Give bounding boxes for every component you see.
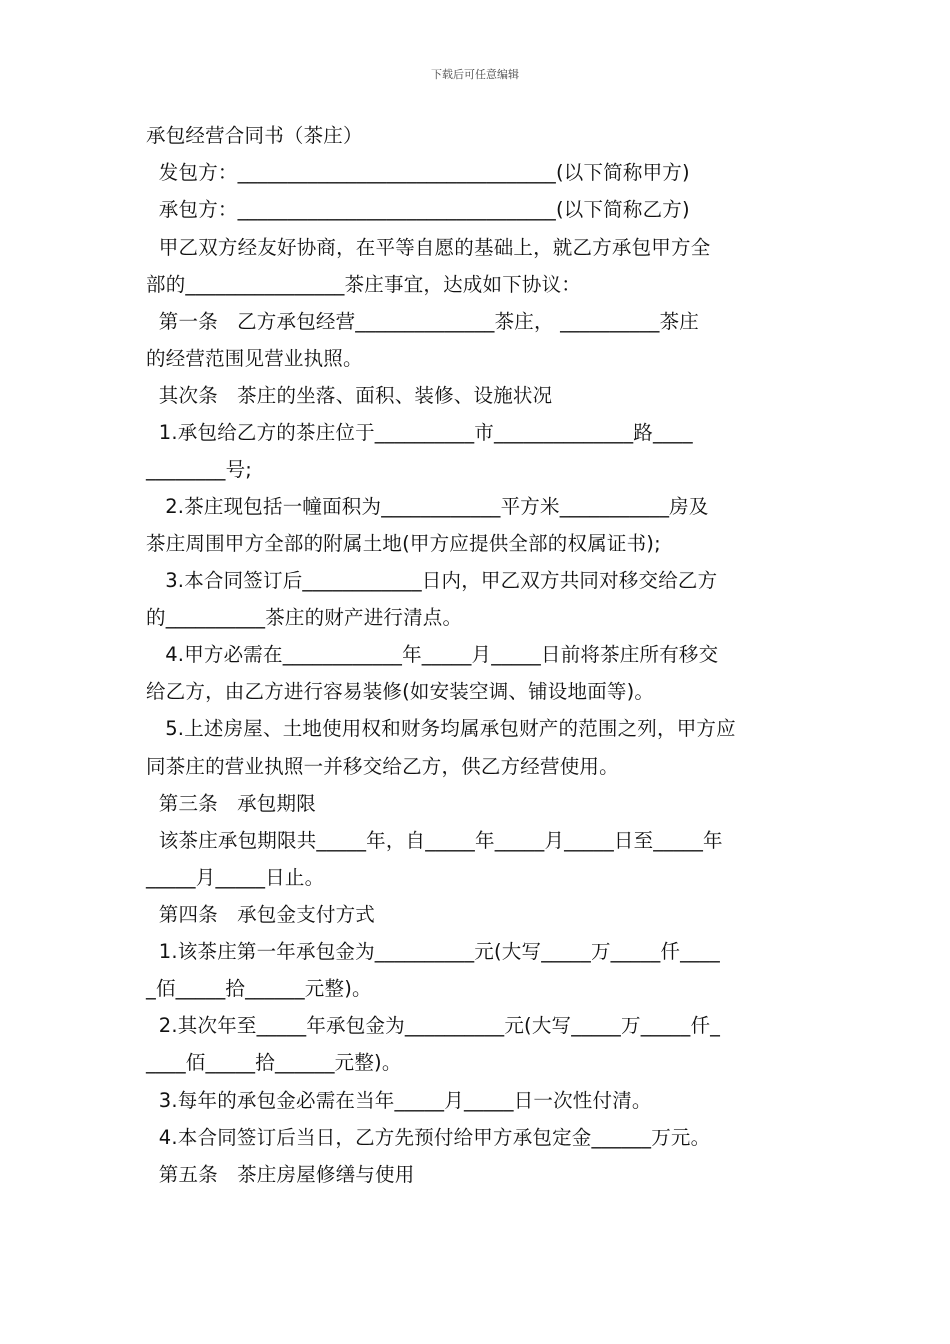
paragraph-line: 1.该茶庄第一年承包金为__________元(大写_____万_____仟____ xyxy=(146,940,720,963)
paragraph-line: 第一条 乙方承包经营______________茶庄， __________茶庄 xyxy=(146,310,699,333)
paragraph-line: 承包方：________________________________(以下简称乙方) xyxy=(146,198,690,221)
paragraph-line: 1.承包给乙方的茶庄位于__________市______________路____ xyxy=(146,421,693,444)
section-heading: 其次条 茶庄的坐落、面积、装修、设施状况 xyxy=(146,384,553,407)
paragraph-line: 2.茶庄现包括一幢面积为____________平方米___________房及 xyxy=(146,495,709,518)
paragraph-line: 4.本合同签订后当日，乙方先预付给甲方承包定金______万元。 xyxy=(146,1126,711,1149)
paragraph-line: 该茶庄承包期限共_____年，自_____年_____月_____日至_____年 xyxy=(146,829,723,852)
paragraph-line: 同茶庄的营业执照一并移交给乙方，供乙方经营使用。 xyxy=(146,755,619,778)
paragraph-line: ________号; xyxy=(146,458,253,481)
paragraph-line: _佰_____拾______元整)。 xyxy=(146,977,372,1000)
document-title: 承包经营合同书（茶庄） xyxy=(146,124,363,147)
paragraph-line: 给乙方，由乙方进行容易装修(如安装空调、铺设地面等)。 xyxy=(146,680,655,703)
paragraph-line: 3.本合同签订后____________日内，甲乙双方共同对移交给乙方 xyxy=(146,569,718,592)
paragraph-line: 部的________________茶庄事宜，达成如下协议： xyxy=(146,273,582,296)
section-heading: 第五条 茶庄房屋修缮与使用 xyxy=(146,1163,415,1186)
paragraph-line: 2.其次年至_____年承包金为__________元(大写_____万_____仟_ xyxy=(146,1014,721,1037)
paragraph-line: 的经营范围见营业执照。 xyxy=(146,347,363,370)
paragraph-line: 3.每年的承包金必需在当年_____月_____日一次性付清。 xyxy=(146,1089,652,1112)
paragraph-line: 发包方：________________________________(以下简称甲方) xyxy=(146,161,690,184)
paragraph-line: 甲乙双方经友好协商，在平等自愿的基础上，就乙方承包甲方全 xyxy=(146,236,711,259)
paragraph-line: 的__________茶庄的财产进行清点。 xyxy=(146,606,463,629)
paragraph-line: 茶庄周围甲方全部的附属土地(甲方应提供全部的权属证书); xyxy=(146,532,661,555)
paragraph-line: _____月_____日止。 xyxy=(146,866,325,889)
section-heading: 第三条 承包期限 xyxy=(146,792,316,815)
paragraph-line: 4.甲方必需在____________年_____月_____日前将茶庄所有移交 xyxy=(146,643,719,666)
section-heading: 第四条 承包金支付方式 xyxy=(146,903,375,926)
paragraph-line: 5.上述房屋、土地使用权和财务均属承包财产的范围之列，甲方应 xyxy=(146,717,736,740)
paragraph-line: ____佰_____拾______元整)。 xyxy=(146,1051,402,1074)
page-header: 下载后可任意编辑 xyxy=(431,68,519,81)
